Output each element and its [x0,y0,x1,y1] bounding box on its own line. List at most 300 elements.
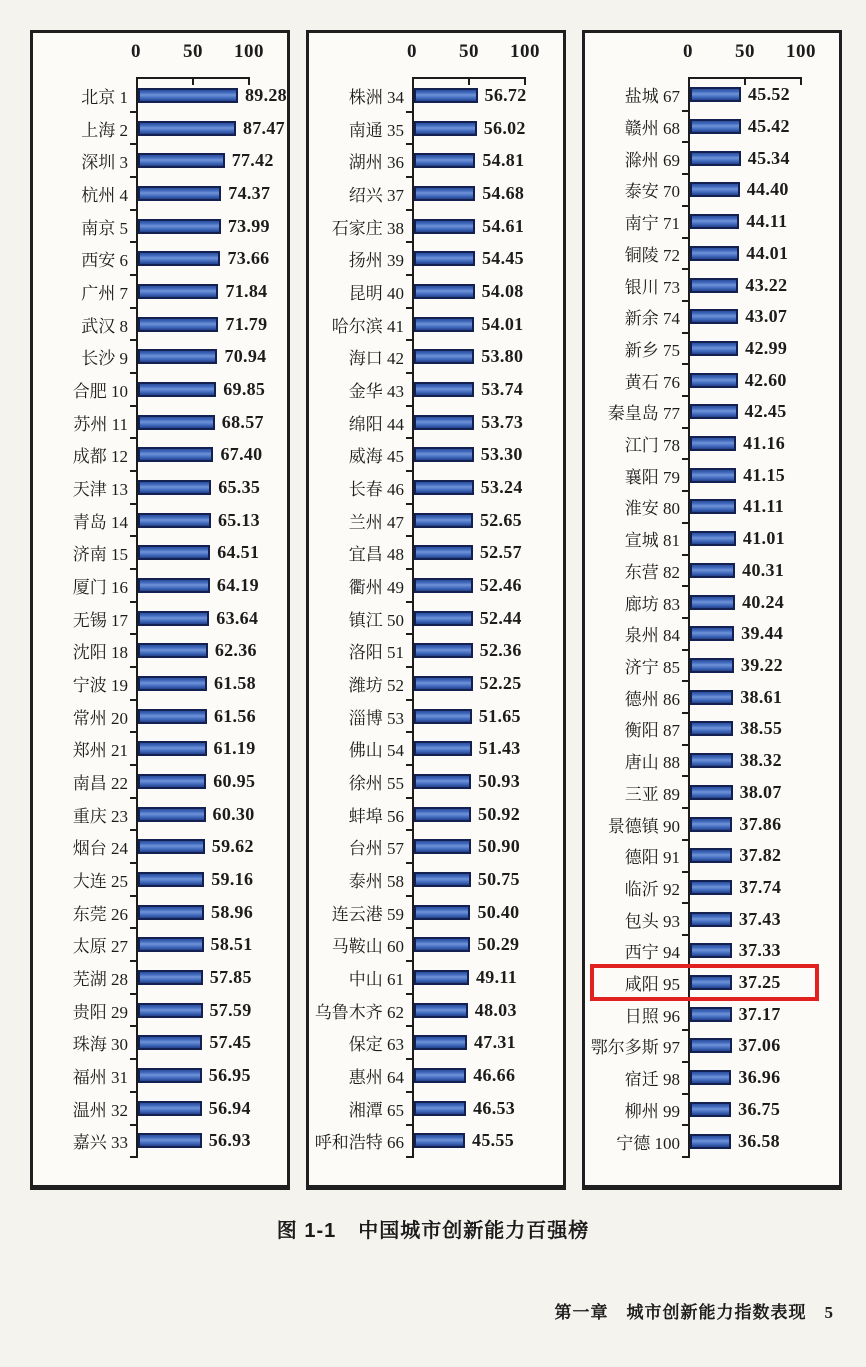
bar-track [414,118,526,139]
city-rank-label: 保定 63 [348,1035,404,1055]
bar-track [414,836,526,857]
value-bar [414,251,475,266]
city-rank-label: 包头 93 [624,911,680,931]
city-rank-label: 中山 61 [348,969,404,989]
value-bar [414,937,470,952]
bar-row [588,967,837,999]
bar-track [414,542,526,563]
value-label: 48.03 [474,999,517,1020]
value-bar [414,611,473,626]
value-bar [690,785,733,800]
city-rank-label: 西安 6 [81,251,128,271]
value-bar [690,595,735,610]
value-label: 40.31 [742,559,785,580]
bar-row [312,210,561,243]
bar-row [36,896,285,929]
value-label: 37.43 [738,908,781,929]
value-bar [414,872,471,887]
value-label: 44.40 [746,179,789,200]
value-bar [414,415,474,430]
value-label: 38.61 [740,686,783,707]
bar-row [312,504,561,537]
bar-track [690,718,802,739]
value-label: 37.17 [738,1003,781,1024]
bar-row [312,928,561,961]
city-rank-label: 滁州 69 [624,150,680,170]
value-label: 57.59 [209,999,252,1020]
bar-track [414,869,526,890]
bar-row [588,1062,837,1094]
value-label: 38.32 [739,750,782,771]
bar-track [138,117,285,139]
bar-row [36,210,285,243]
city-rank-label: 烟台 24 [72,839,128,859]
bar-track [690,687,802,708]
footer-page-number: 5 [824,1303,834,1322]
bar-track [138,542,260,563]
value-label: 42.45 [744,401,787,422]
bar-row [312,634,561,667]
bar-track [414,640,526,661]
bar-row [312,79,561,112]
value-label: 53.80 [481,346,524,367]
value-bar [690,373,738,388]
bar-row [36,144,285,177]
bar-row [312,700,561,733]
value-label: 69.85 [223,378,266,399]
value-label: 44.01 [746,242,789,263]
value-label: 37.33 [738,940,781,961]
value-label: 43.22 [745,274,788,295]
city-rank-label: 徐州 55 [348,773,404,793]
bar-row [588,713,837,745]
bar-row [588,269,837,301]
value-bar [414,578,473,593]
value-bar [414,219,475,234]
bar-row [588,206,837,238]
value-label: 41.01 [742,528,785,549]
x-axis [36,39,285,79]
value-label: 50.90 [478,836,520,857]
bar-row [36,667,285,700]
value-label: 59.62 [211,836,254,857]
bar-track [138,215,270,237]
bar-row [36,732,285,765]
bar-track [414,1098,526,1119]
city-rank-label: 芜湖 28 [72,969,128,989]
bar-track [690,560,802,581]
city-rank-label: 西宁 94 [624,943,680,963]
bar-track [414,85,526,106]
bar-row [588,301,837,333]
bar-row [588,428,837,460]
bar-track [138,1032,250,1053]
value-label: 54.08 [481,280,524,301]
value-bar [690,721,733,736]
bar-track [414,1065,526,1086]
x-axis-tick-label: 0 [131,41,141,62]
x-axis-tick-label: 50 [183,41,203,62]
value-label: 60.30 [212,803,255,824]
value-bar [138,545,210,560]
value-label: 37.25 [738,972,781,993]
value-label: 56.93 [208,1130,251,1151]
bar-row [588,840,837,872]
bar-row [36,798,285,831]
value-label: 40.24 [742,591,785,612]
city-rank-label: 泰州 58 [348,871,404,891]
value-label: 51.43 [478,738,521,759]
value-label: 71.84 [225,280,268,301]
bar-rows [312,79,561,1157]
x-axis-tick-label: 100 [786,41,816,62]
bar-row [588,650,837,682]
value-bar [138,284,218,299]
value-label: 37.82 [739,845,782,866]
value-bar [414,186,475,201]
bar-row [588,745,837,777]
city-rank-label: 长春 46 [348,479,404,499]
bar-row [588,555,837,587]
bar-track [414,281,526,302]
bar-track [414,804,526,825]
bar-track [414,183,526,204]
chart-panel [582,30,842,1190]
x-axis-tick-label: 50 [735,41,755,62]
value-label: 71.79 [225,313,268,334]
city-rank-label: 温州 32 [72,1100,128,1120]
bar-row [312,536,561,569]
bar-track [690,306,802,327]
bar-track [690,655,802,676]
bar-track [138,346,267,367]
value-label: 41.11 [743,496,785,517]
value-bar [138,1133,202,1148]
bar-row [588,586,837,618]
city-rank-label: 盐城 67 [624,87,680,107]
bar-rows [36,79,285,1157]
x-axis-tick-label: 0 [683,41,693,62]
bar-track [414,1130,526,1151]
value-label: 56.72 [484,84,527,105]
bar-row [36,536,285,569]
value-label: 36.58 [737,1130,780,1151]
city-rank-label: 嘉兴 33 [72,1133,128,1153]
city-rank-label: 淄博 53 [348,708,404,728]
value-label: 53.74 [481,378,524,399]
city-rank-label: 淮安 80 [624,499,680,519]
city-rank-label: 成都 12 [72,447,128,467]
bar-row [36,961,285,994]
value-bar [138,480,211,495]
value-bar [414,284,475,299]
bar-row [588,396,837,428]
x-axis [312,39,561,79]
value-bar [690,341,738,356]
bar-row [312,438,561,471]
value-label: 52.57 [479,542,522,563]
bar-row [588,333,837,365]
bar-row [588,998,837,1030]
value-bar [690,468,736,483]
city-rank-label: 鄂尔多斯 97 [590,1038,680,1058]
bar-track [414,1032,526,1053]
bar-track [138,182,271,204]
value-bar [138,186,221,201]
bar-row [588,808,837,840]
value-label: 42.99 [745,337,788,358]
value-label: 36.75 [738,1098,781,1119]
value-label: 39.22 [740,655,783,675]
bar-row [588,491,837,523]
value-bar [138,1035,202,1050]
value-label: 36.96 [738,1067,781,1088]
bar-row [588,872,837,904]
value-label: 45.52 [747,84,790,105]
value-bar [414,1101,466,1116]
city-rank-label: 秦皇岛 77 [607,404,680,424]
city-rank-label: 绵阳 44 [348,414,404,434]
bar-row [36,1125,285,1158]
value-label: 51.65 [478,705,521,726]
bar-row [36,438,285,471]
city-rank-label: 济宁 85 [624,658,680,677]
bar-track [414,1000,526,1021]
bar-row [312,144,561,177]
x-axis-tick-label: 50 [459,41,479,62]
bar-track [690,814,802,835]
value-label: 89.28 [244,84,287,105]
bar-row [312,863,561,896]
value-label: 64.19 [216,574,259,595]
value-bar [414,545,473,560]
value-bar [690,1102,731,1117]
value-label: 58.51 [210,934,253,955]
bar-track [690,1035,802,1056]
bar-track [138,1065,250,1086]
value-label: 68.57 [221,411,264,432]
city-rank-label: 廊坊 83 [624,594,680,614]
bar-track [138,607,259,629]
bar-row [36,634,285,667]
city-rank-label: 昆明 40 [348,283,404,303]
city-rank-label: 德阳 91 [624,848,680,868]
value-bar [690,404,738,419]
value-bar [690,817,732,832]
bar-track [414,150,526,171]
bar-track [414,477,526,498]
bar-row [312,1026,561,1059]
city-rank-label: 杭州 4 [81,185,128,205]
bar-track [414,934,526,955]
value-bar [690,182,740,197]
city-rank-label: 哈尔滨 41 [331,316,404,336]
bar-row [36,308,285,341]
city-rank-label: 泰安 70 [624,182,680,202]
value-bar [414,741,472,756]
bar-track [138,1098,250,1119]
city-rank-label: 沈阳 18 [72,643,128,663]
bar-row [36,373,285,406]
bar-row [312,1092,561,1125]
value-bar [690,246,739,261]
bar-row [36,177,285,210]
value-label: 87.47 [242,117,285,138]
bar-row [36,112,285,145]
value-label: 73.99 [227,215,270,236]
value-label: 42.60 [744,369,787,390]
page-footer [555,1298,835,1323]
bar-track [414,706,526,727]
bar-row [312,112,561,145]
city-rank-label: 苏州 11 [73,414,128,434]
bar-track [414,346,526,367]
value-bar [690,278,738,293]
bar-track [138,313,268,335]
bar-track [690,243,802,264]
bar-row [588,523,837,555]
value-label: 43.07 [745,306,788,327]
value-bar [690,690,733,705]
value-bar [414,88,478,103]
value-bar [138,251,220,266]
value-label: 57.85 [209,966,252,987]
value-bar [690,214,739,229]
value-bar [690,753,733,768]
bar-track [414,510,526,531]
bar-row [312,602,561,635]
value-label: 41.16 [743,433,786,454]
bar-row [312,994,561,1027]
value-label: 38.07 [739,781,782,802]
value-label: 54.61 [482,215,525,236]
bar-track [690,1131,802,1152]
bar-row [312,177,561,210]
bar-track [690,1099,802,1120]
bar-row [588,79,837,111]
x-axis-tick-label: 100 [510,41,540,62]
bar-track [138,967,250,988]
bar-track [414,314,526,335]
value-bar [690,880,732,895]
city-rank-label: 唐山 88 [624,753,680,773]
bar-track [138,574,259,596]
value-label: 56.94 [208,1097,251,1118]
value-label: 46.66 [473,1064,516,1085]
figure-number: 图 1-1 [276,1220,337,1242]
value-label: 37.06 [738,1035,781,1056]
city-rank-label: 宜昌 48 [348,545,404,565]
value-label: 52.36 [479,640,522,661]
city-rank-label: 贵阳 29 [72,1002,128,1022]
bar-track [414,902,526,923]
value-bar [690,626,734,641]
bar-track [690,782,802,803]
chart-panel [30,30,290,1190]
bar-row [588,111,837,143]
bar-track [690,465,802,486]
city-rank-label: 泉州 84 [624,626,680,646]
bar-track [138,803,255,825]
value-bar [414,1035,467,1050]
bar-track [138,868,254,890]
city-rank-label: 株洲 34 [348,87,404,107]
bar-track [414,738,526,759]
value-label: 38.55 [740,718,783,739]
bar-row [36,504,285,537]
value-label: 77.42 [231,150,274,171]
value-bar [138,513,211,528]
city-rank-label: 黄石 76 [624,372,680,392]
city-rank-label: 银川 73 [624,277,680,297]
bar-row [312,373,561,406]
bar-track [138,476,261,498]
city-rank-label: 郑州 21 [72,741,128,761]
bar-row [588,238,837,270]
value-bar [138,970,203,985]
value-label: 67.40 [220,444,263,465]
bar-track [690,433,802,454]
bar-row [588,364,837,396]
value-label: 54.81 [482,150,525,171]
value-label: 54.01 [481,313,524,334]
value-bar [138,872,204,887]
city-rank-label: 蚌埠 56 [348,806,404,826]
city-rank-label: 南昌 22 [72,773,128,793]
value-label: 44.11 [746,211,788,232]
city-rank-label: 潍坊 52 [348,675,404,695]
city-rank-label: 景德镇 90 [607,816,680,836]
city-rank-label: 常州 20 [72,708,128,728]
bar-row [312,471,561,504]
city-rank-label: 石家庄 38 [331,218,404,238]
value-label: 53.24 [480,476,523,497]
value-bar [690,1038,732,1053]
bar-track [414,216,526,237]
city-rank-label: 乌鲁木齐 62 [314,1002,404,1022]
bar-track [414,444,526,465]
city-rank-label: 大连 25 [72,871,128,891]
bar-row [312,896,561,929]
city-rank-label: 厦门 16 [72,577,128,597]
chart-panel [306,30,566,1190]
city-rank-label: 江门 78 [624,436,680,456]
value-bar [414,153,475,168]
value-label: 53.30 [480,444,523,465]
bar-track [414,673,526,694]
city-rank-label: 济南 15 [72,545,128,565]
bar-track [138,836,254,857]
value-label: 37.74 [739,876,782,897]
value-label: 50.75 [477,868,520,889]
bar-row [36,1026,285,1059]
value-label: 70.94 [224,346,267,367]
bar-row [312,406,561,439]
value-label: 61.58 [213,672,256,693]
value-bar [690,119,741,134]
bar-row [36,1092,285,1125]
bar-track [690,275,802,296]
bar-track [690,84,802,105]
value-label: 50.93 [478,770,521,791]
bar-row [588,174,837,206]
value-bar [414,480,474,495]
bar-track [414,575,526,596]
bar-track [138,411,264,433]
bar-row [312,830,561,863]
x-axis-tick-label: 0 [407,41,417,62]
city-rank-label: 衢州 49 [348,577,404,597]
